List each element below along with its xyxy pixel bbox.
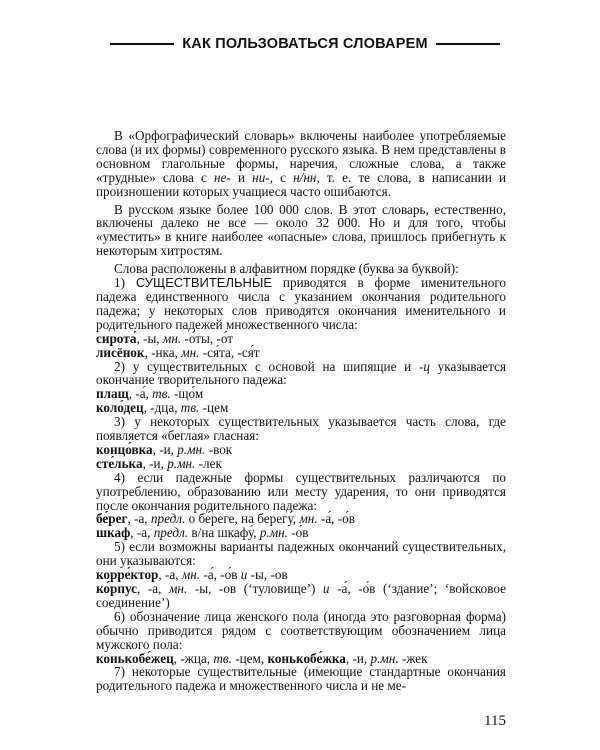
text-run: 1) [114,275,136,291]
section-6-paragraph: 6) обозначение лица женского пола (иногда это разговорная форма) обычно приводится рядом с соответствующим обозначением лица мужского пола: [96,608,506,652]
suffix-n-nn: н/нн [293,169,317,185]
prefix-ni: ни- [252,169,270,185]
section-5-paragraph: 5) если возможны варианты падежных окончаний существительных, они указываются: [96,539,506,569]
intro-paragraph-3: Слова расположены в алфавитном порядке (буква за буквой): [114,261,459,277]
headword: бе́рег [96,511,128,527]
section-term: СУЩЕСТВИТЕЛЬНЫЕ [135,275,273,291]
text-run: В «Орфографический словарь» включены наиболее употребляемые слова (и их формы) современного русского языка. В нем представлены в основном глагольные формы, наречия, сложные слова, а также «трудные» слова с [96,128,506,185]
text-run: приводятся в форме именительного падежа единственного числа с указанием окончания родительного падежа; у некоторых слов приводятся окончания именительного и родительного падежей множественного числа: [96,275,506,332]
grammar-mark: р.мн. [177,441,206,457]
text-run: 2) у существительных с основой на шипящие и [114,358,419,374]
example-entry [96,582,506,610]
example-entry [96,526,506,540]
section-7-paragraph: 7) некоторые существительные (имеющие стандартные окончания родительного падежа и множественного числа и не ме- [96,664,506,694]
section-4-paragraph: 4) если падежные формы существительных различаются по употреблению, образованию или месту ударения, то они приводятся после окончания родительного падежа: [96,469,506,513]
grammar-mark: мн. [181,344,200,360]
intro-paragraph-2: В русском языке более 100 000 слов. В этот словарь, естественно, включены далеко не все — около 32 000. Но и для того, чтобы «уместить» в книге наиболее «опасные» слова, пришлось прибегнуть к некоторым хитростям. [96,201,506,259]
example-entry [96,332,506,346]
text-run: , -а́, [128,386,153,402]
page-title: КАК ПОЛЬЗОВАТЬСЯ СЛОВАРЕМ [182,36,428,52]
text-run: -ы, -ов (‘туловище’) [187,581,323,596]
headword: конькобе́жец [96,650,174,666]
grammar-mark: мн. [162,330,182,346]
headword: сирота́ [96,330,137,346]
text-run: -цем, [231,650,268,666]
grammar-mark: предл. [153,525,189,541]
page-body [96,129,506,693]
section-3-paragraph: 3) у некоторых существительных указывается часть слова, где появляется «беглая» гласная: [96,414,506,444]
text-run: -вок [205,441,233,457]
example-entry [96,401,506,415]
grammar-mark: мн. [299,511,318,527]
text-run: в/на шкафу́, [188,525,260,541]
example-entry [96,443,506,457]
text-run: , с [269,169,294,185]
text-run: , т. е. те слова, в написании и произношении которых учащиеся часто ошибаются. [96,169,506,199]
text-run: , -и, [142,455,168,471]
example-entry [96,387,506,401]
headword: шкаф [96,525,131,541]
prefix-ne: не- [214,169,231,185]
text-run: , -ы, [136,330,163,346]
header-rule-right [436,43,500,45]
text-run: -а́, -о́в [317,511,355,527]
headword: ко́рпус [96,581,137,596]
headword: коло́дец [96,400,144,416]
text-run: -о́в [287,525,309,541]
text-run: -лек [195,455,222,471]
text-run: указывается окончание творительного падежа: [96,358,507,388]
example-entry [96,568,506,582]
text-run: , -жца, [173,650,214,666]
grammar-mark: р.мн. [167,455,196,471]
ending-ts: -ц [418,358,430,374]
headword: сте́лька [96,455,143,471]
example-entry [96,652,506,666]
text-run: , -и, [345,650,371,666]
text-run: и [230,169,253,185]
grammar-mark: тв. [213,650,232,666]
example-entry [96,346,506,360]
grammar-mark: мн. [181,567,201,583]
text-run: -що́м [170,386,204,402]
headword: корре́ктор [96,567,159,583]
grammar-mark: р.мн. [370,650,399,666]
text-run: -жек [398,650,428,666]
text-run: , -и, [152,441,178,457]
text-run: , -дца, [143,400,181,416]
text-run: , -а, [137,581,169,596]
text-run: -о́ты, -о́т [181,330,234,346]
headword: лисёнок [96,344,145,360]
text-run: -а́, -о́в [200,567,241,583]
text-run: о бе́реге, на берегу́, [185,511,300,527]
headword: плащ [96,386,129,402]
page-number: 115 [484,713,506,729]
intro-paragraph-1 [96,129,506,199]
text-run: , -а, [158,567,182,583]
text-run: , -а, [130,525,154,541]
example-entry [96,457,506,471]
grammar-mark: р.мн. [259,525,288,541]
text-run: , -а, [127,511,151,527]
grammar-mark: предл. [150,511,186,527]
headword: концо́вка [96,441,153,457]
section-1-paragraph [96,276,506,332]
text-run: -ы, -ов [247,567,288,583]
example-entry [96,512,506,526]
text-run: -а́, -о́в (‘здание’; ‘войсковое соединение’) [96,581,506,610]
grammar-mark: мн. [168,581,188,596]
conjunction: и [240,567,248,583]
conjunction: и [322,581,330,596]
headword: конькобе́жка [267,650,346,666]
text-run: , -нка, [144,344,182,360]
grammar-mark: тв. [180,400,200,416]
section-2-paragraph [96,360,506,388]
header-rule-left [110,43,174,45]
page-header [110,32,500,56]
text-run: -ся́та, -ся́т [199,344,260,360]
text-run: -цем [199,400,229,416]
grammar-mark: тв. [152,386,171,402]
